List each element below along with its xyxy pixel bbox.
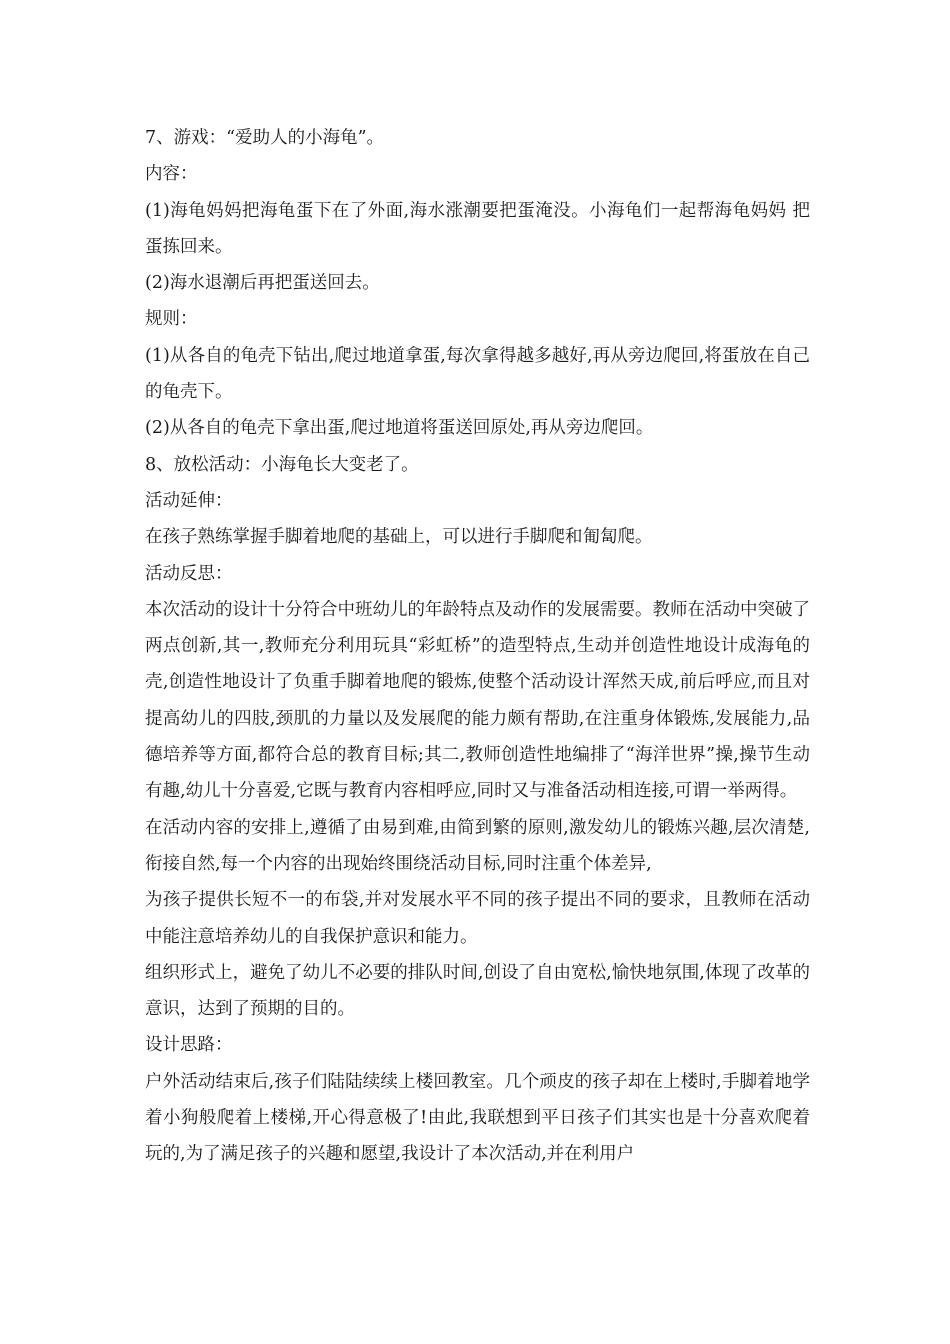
relax-activity-heading: 8、放松活动：小海龟长大变老了。 xyxy=(145,454,419,475)
reflection-paragraph-2: 在活动内容的安排上,遵循了由易到难,由简到繁的原则,激发幼儿的锻炼兴趣,层次清楚,衔接自然,每一个内容的出现始终围绕活动目标,同时注重个体差异, xyxy=(145,817,810,874)
rules-item-2: (2)从各自的龟壳下拿出蛋,爬过地道将蛋送回原处,再从旁边爬回。 xyxy=(145,418,654,439)
content-item-1: (1)海龟妈妈把海龟蛋下在了外面,海水涨潮要把蛋淹没。小海龟们一起帮海龟妈妈 把蛋拣回来。 xyxy=(145,200,810,257)
document-body xyxy=(145,120,810,1173)
reflection-paragraph-4: 组织形式上，避免了幼儿不必要的排队时间,创设了自由宽松,愉快地氛围,体现了改革的意识，达到了预期的目的。 xyxy=(145,962,810,1020)
extension-paragraph: 在孩子熟练掌握手脚着地爬的基础上，可以进行手脚爬和匍匐爬。 xyxy=(145,527,653,548)
game-heading: 7、游戏：“爱助人的小海龟”。 xyxy=(145,128,385,148)
reflection-label: 活动反思： xyxy=(145,563,233,584)
extension-label: 活动延伸： xyxy=(145,490,233,511)
rules-item-1: (1)从各自的龟壳下钻出,爬过地道拿蛋,每次拿得越多越好,再从旁边爬回,将蛋放在自己的龟壳下。 xyxy=(145,345,810,403)
content-label: 内容： xyxy=(145,164,198,185)
reflection-paragraph-1: 本次活动的设计十分符合中班幼儿的年龄特点及动作的发展需要。教师在活动中突破了两点创新,其一,教师充分利用玩具“彩虹桥”的造型特点,生动并创造性地设计成海龟的壳,创造性地设计了负重手脚着地爬的锻炼,使整个活动设计浑然天成,前后呼应,而且对提高幼儿的四肢,颈肌的力量以及发展爬的能力颇有帮助,在注重身体锻炼,发展能力,品德培养等方面,都符合总的教育目标;其二,教师创造性地编排了“海洋世界”操,操节生动有趣,幼儿十分喜爱,它既与教育内容相呼应,同时又与准备活动相连接,可谓一举两得。 xyxy=(145,599,810,802)
rules-label: 规则： xyxy=(145,309,198,330)
design-idea-paragraph: 户外活动结束后,孩子们陆陆续续上楼回教室。几个顽皮的孩子却在上楼时,手脚着地学着小狗般爬着上楼梯,开心得意极了!由此,我联想到平日孩子们其实也是十分喜欢爬着玩的,为了满足孩子的兴趣和愿望,我设计了本次活动,并在利用户 xyxy=(145,1071,810,1165)
content-item-2: (2)海水退潮后再把蛋送回去。 xyxy=(145,273,380,294)
reflection-paragraph-3: 为孩子提供长短不一的布袋,并对发展水平不同的孩子提出不同的要求，且教师在活动中能注意培养幼儿的自我保护意识和能力。 xyxy=(145,890,810,947)
design-idea-label: 设计思路： xyxy=(145,1035,233,1056)
